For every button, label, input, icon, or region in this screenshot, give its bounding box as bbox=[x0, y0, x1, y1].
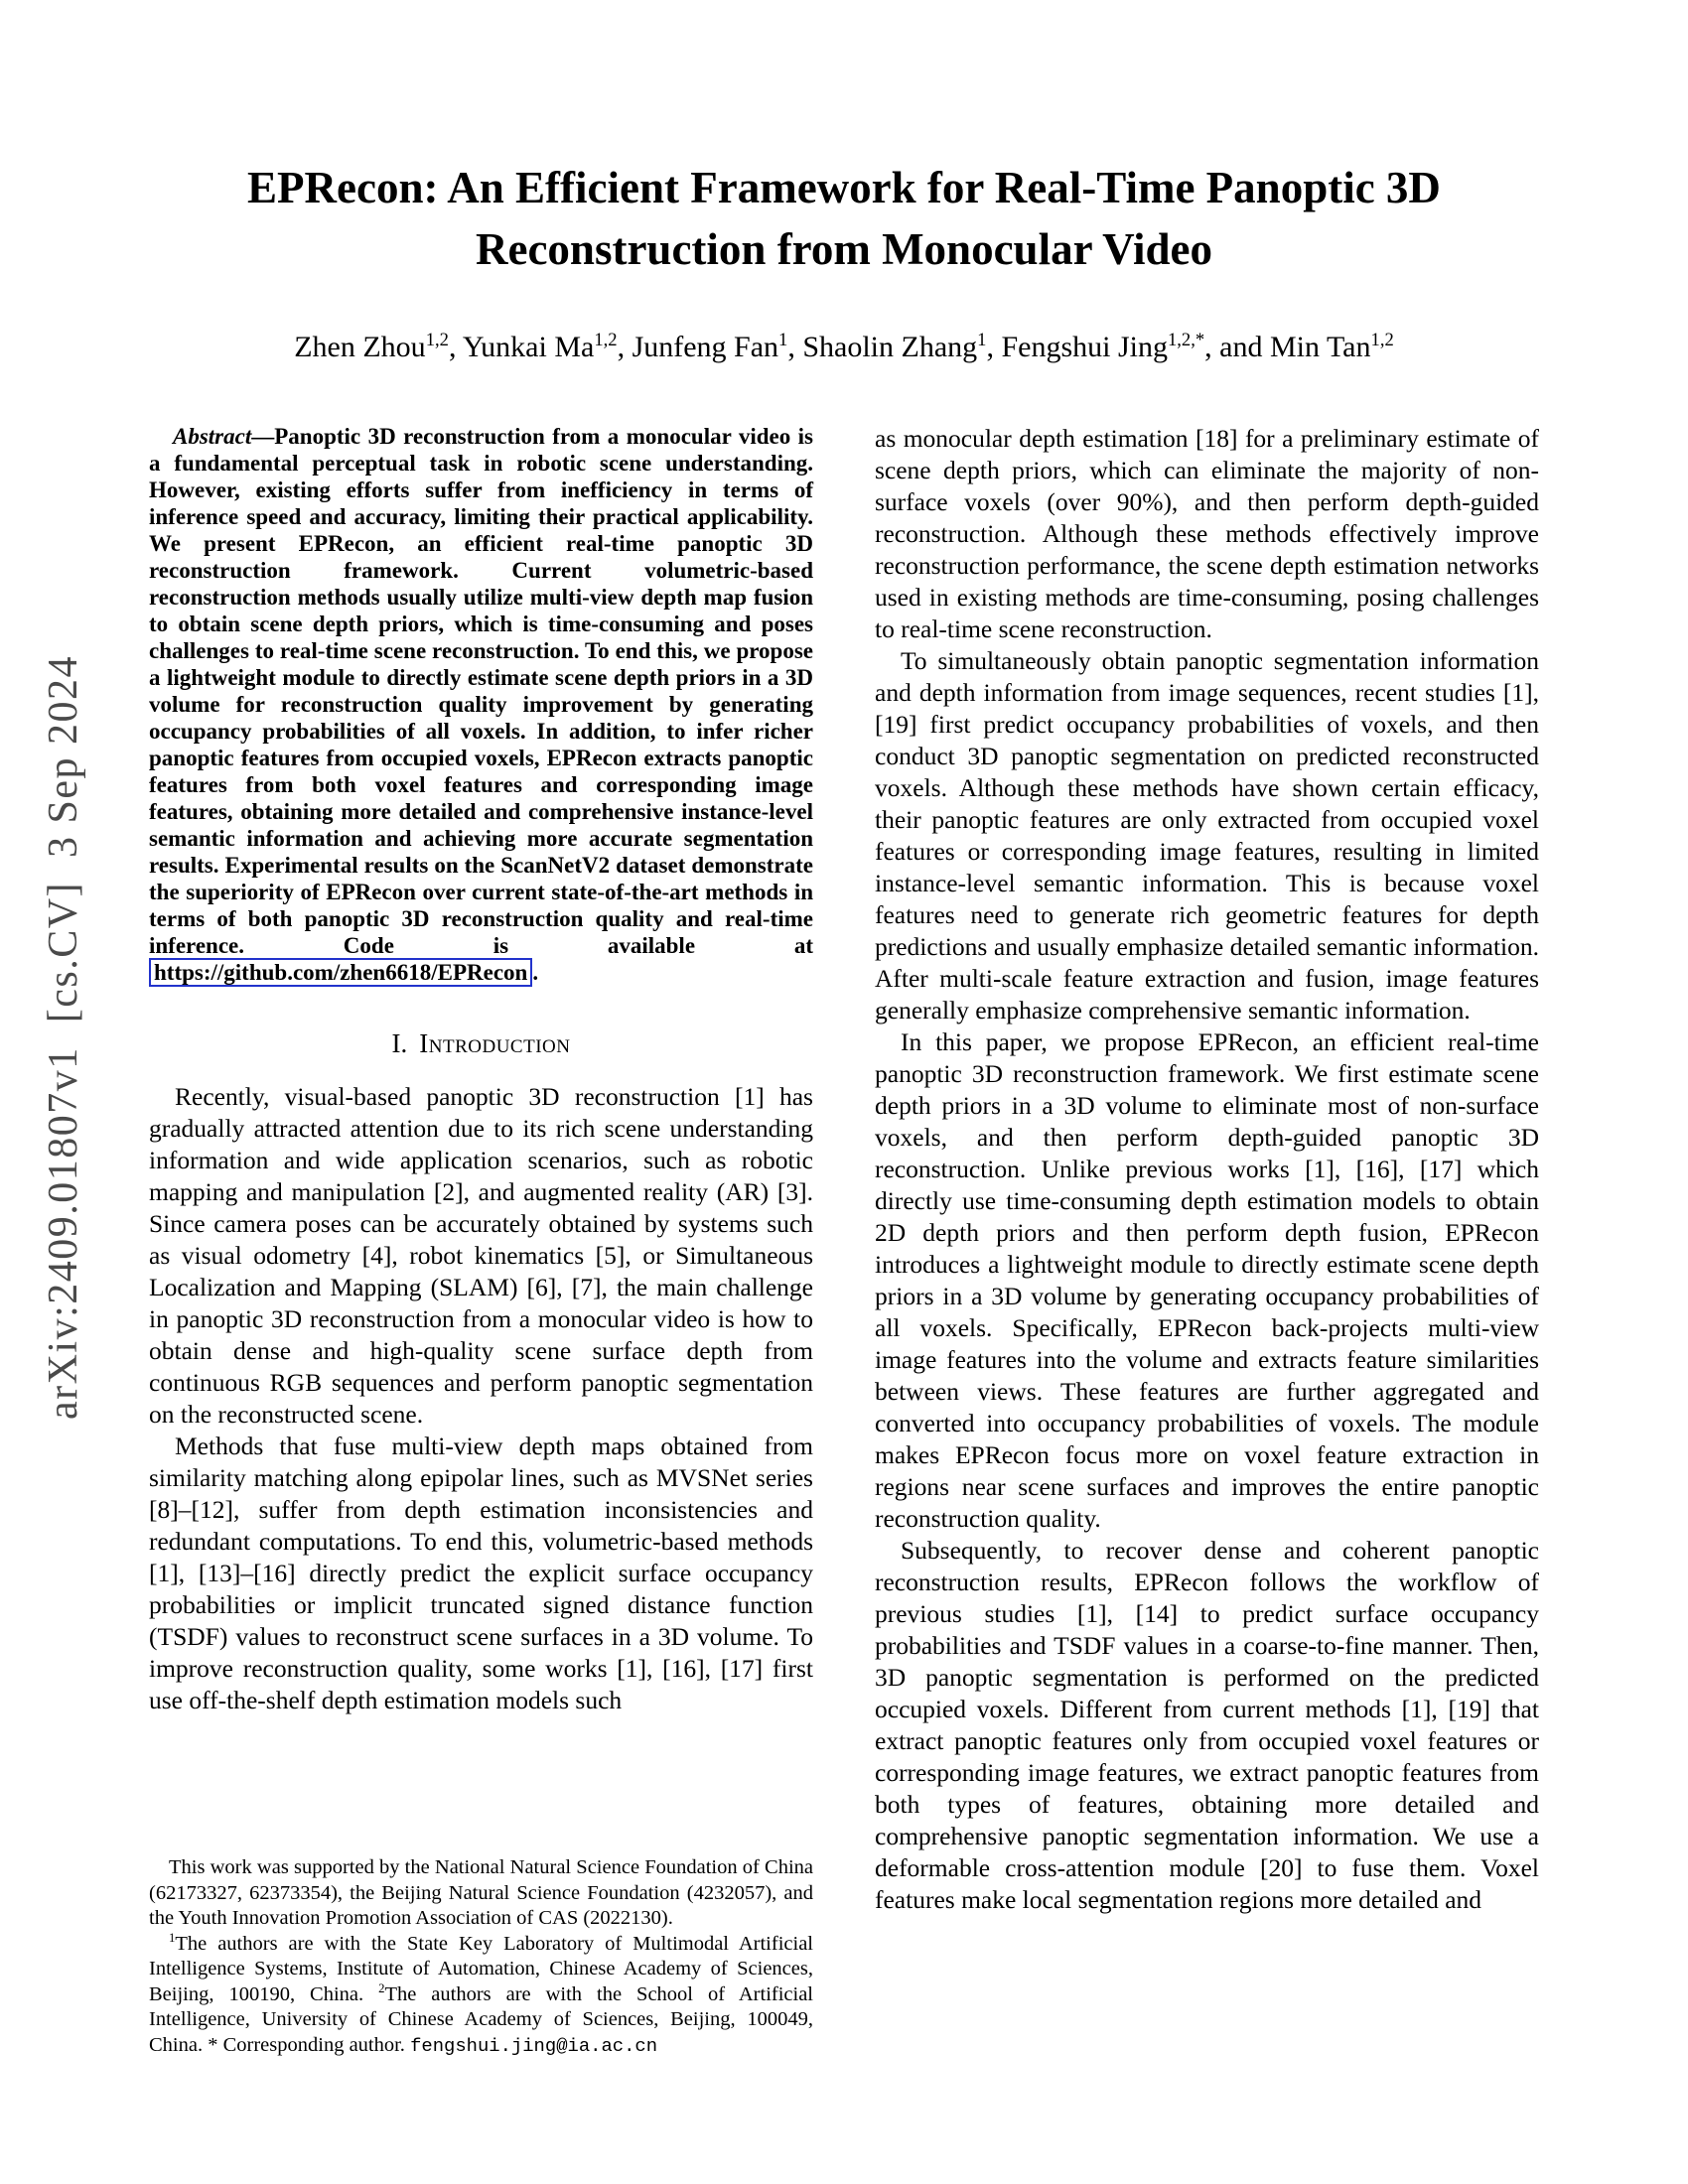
paper-content bbox=[149, 0, 1539, 2059]
left-column bbox=[149, 423, 813, 2059]
superscript-affiliation-marker: 1,2 bbox=[1370, 330, 1394, 350]
footnote-block bbox=[149, 1838, 813, 2059]
superscript-affiliation-marker: 1 bbox=[977, 330, 987, 350]
body-paragraph-continuation: as monocular depth estimation [18] for a preliminary estimate of scene depth priors, which can eliminate the majority of non-surface voxels (over 90%), and then perform depth-guided reconstruction. Although these methods effectively improve reconstruction performance, the scene depth estimation networks used in existing methods are time-consuming, posing challenges to real-time scene reconstruction. bbox=[875, 424, 1539, 643]
superscript-affiliation-marker: 1,2,* bbox=[1167, 330, 1205, 350]
body-paragraph-3: In this paper, we propose EPRecon, an efficient real-time panoptic 3D reconstruction framework. We first estimate scene depth priors in a 3D volume to eliminate most of non-surface voxels, and then perform depth-guided panoptic 3D reconstruction. Unlike previous works [1], [16], [17] which directly use time-consuming depth estimation models to obtain 2D depth priors and then perform depth fusion, EPRecon introduces a lightweight module to directly estimate scene depth priors in a 3D volume by generating occupancy probabilities of all voxels. Specifically, EPRecon back-projects multi-view image features into the volume and extracts feature similarities between views. These features are further aggregated and converted into occupancy probabilities of voxels. The module makes EPRecon focus more on voxel feature extraction in regions near scene surfaces and improves the entire panoptic reconstruction quality. bbox=[875, 1027, 1539, 1533]
paper-title bbox=[149, 0, 1539, 280]
arxiv-stamp: arXiv:2409.01807v1 [cs.CV] 3 Sep 2024 bbox=[41, 654, 86, 1421]
superscript-affiliation-marker: 2 bbox=[378, 1980, 385, 1995]
paper-title-line-2: Reconstruction from Monocular Video bbox=[475, 224, 1213, 274]
author-line: Zhen Zhou$^{1,2}$, Yunkai Ma$^{1,2}$, Junfeng Fan$^1$, Shaolin Zhang$^1$, Fengshui Jing$^{1,2,*}$, and Min Tan$^{1,2}$ bbox=[294, 330, 1394, 363]
right-column bbox=[875, 423, 1539, 2059]
corresponding-author-email: fengshui.jing@ia.ac.cn bbox=[410, 2034, 658, 2057]
superscript-affiliation-marker: 1,2 bbox=[425, 330, 449, 350]
affiliation-footnote: $^1$The authors are with the State Key Laboratory of Multimodal Artificial Intelligence Systems, Institute of Automation, Chinese Academy of Sciences, Beijing, 100190, China. $^2$The authors are with the School of Artificial Intelligence, University of Chinese Academy of Sciences, Beijing, 100049, China. * Corresponding author. fengshui.jing@ia.ac.cn bbox=[149, 1930, 813, 2057]
superscript-affiliation-marker: 1 bbox=[169, 1930, 176, 1945]
superscript-affiliation-marker: 1 bbox=[778, 330, 788, 350]
intro-paragraph-1: Recently, visual-based panoptic 3D reconstruction [1] has gradually attracted attention due to its rich scene understanding information and wide application scenarios, such as robotic mapping and manipulation [2], and augmented reality (AR) [3]. Since camera poses can be accurately obtained by systems such as visual odometry [4], robot kinematics [5], or Simultaneous Localization and Mapping (SLAM) [6], [7], the main challenge in panoptic 3D reconstruction from a monocular video is how to obtain dense and high-quality scene surface depth from continuous RGB sequences and perform panoptic segmentation on the reconstructed scene. bbox=[149, 1082, 813, 1429]
section-title: Introduction bbox=[419, 1028, 571, 1058]
paper-title-line-1: EPRecon: An Efficient Framework for Real-Time Panoptic 3D bbox=[247, 163, 1441, 212]
section-heading-introduction bbox=[149, 1027, 813, 1059]
two-column-body bbox=[149, 423, 1539, 2059]
body-paragraph-2: To simultaneously obtain panoptic segmentation information and depth information from image sequences, recent studies [1], [19] first predict occupancy probabilities of voxels, and then conduct 3D panoptic segmentation on predicted reconstructed voxels. Although these methods have shown certain efficacy, their panoptic features are only extracted from occupied voxel features or corresponding image features, resulting in limited instance-level semantic information. This is because voxel features need to generate rich geometric features for depth predictions and usually emphasize detailed semantic information. After multi-scale feature extraction and fusion, image features generally emphasize comprehensive semantic information. bbox=[875, 646, 1539, 1024]
funding-footnote: This work was supported by the National Natural Science Foundation of China (62173327, 62373354), the Beijing Natural Science Foundation (4232057), and the Youth Innovation Promotion Association of CAS (2022130). bbox=[149, 1856, 813, 1929]
body-paragraph-4: Subsequently, to recover dense and coherent panoptic reconstruction results, EPRecon follows the workflow of previous studies [1], [14] to predict surface occupancy probabilities and TSDF values in a coarse-to-fine manner. Then, 3D panoptic segmentation is performed on the predicted occupied voxels. Different from current methods [1], [19] that extract panoptic features only from occupied voxel features or corresponding image features, we extract panoptic features from both types of features, obtaining more detailed and comprehensive panoptic segmentation information. We use a deformable cross-attention module [20] to fuse them. Voxel features make local segmentation regions more detailed and bbox=[875, 1536, 1539, 1914]
code-repository-link[interactable]: https://github.com/zhen6618/EPRecon bbox=[149, 958, 532, 987]
section-number: I. bbox=[391, 1028, 408, 1058]
abstract-paragraph: Abstract—Panoptic 3D reconstruction from a monocular video is a fundamental perceptual task in robotic scene understanding. However, existing efforts suffer from inefficiency in terms of inference speed and accuracy, limiting their practical applicability. We present EPRecon, an efficient real-time panoptic 3D reconstruction framework. Current volumetric-based reconstruction methods usually utilize multi-view depth map fusion to obtain scene depth priors, which is time-consuming and poses challenges to real-time scene reconstruction. To end this, we propose a lightweight module to directly estimate scene depth priors in a 3D volume for reconstruction quality improvement by generating occupancy probabilities of all voxels. In addition, to infer richer panoptic features from occupied voxels, EPRecon extracts panoptic features from both voxel features and corresponding image features, obtaining more detailed and comprehensive instance-level semantic information and achieving more accurate segmentation results. Experimental results on the ScanNetV2 dataset demonstrate the superiority of EPRecon over current state-of-the-art methods in terms of both panoptic 3D reconstruction quality and real-time inference. Code is available at https://github.com/zhen6618/EPRecon . bbox=[149, 424, 813, 985]
superscript-affiliation-marker: 1,2 bbox=[594, 330, 618, 350]
intro-paragraph-2: Methods that fuse multi-view depth maps obtained from similarity matching along epipolar lines, such as MVSNet series [8]–[12], suffer from depth estimation inconsistencies and redundant computations. To end this, volumetric-based methods [1], [13]–[16] directly predict the explicit surface occupancy probabilities or implicit truncated signed distance function (TSDF) values to reconstruct scene surfaces in a 3D volume. To improve reconstruction quality, some works [1], [16], [17] first use off-the-shelf depth estimation models such bbox=[149, 1432, 813, 1714]
abstract-label: Abstract bbox=[173, 424, 252, 449]
